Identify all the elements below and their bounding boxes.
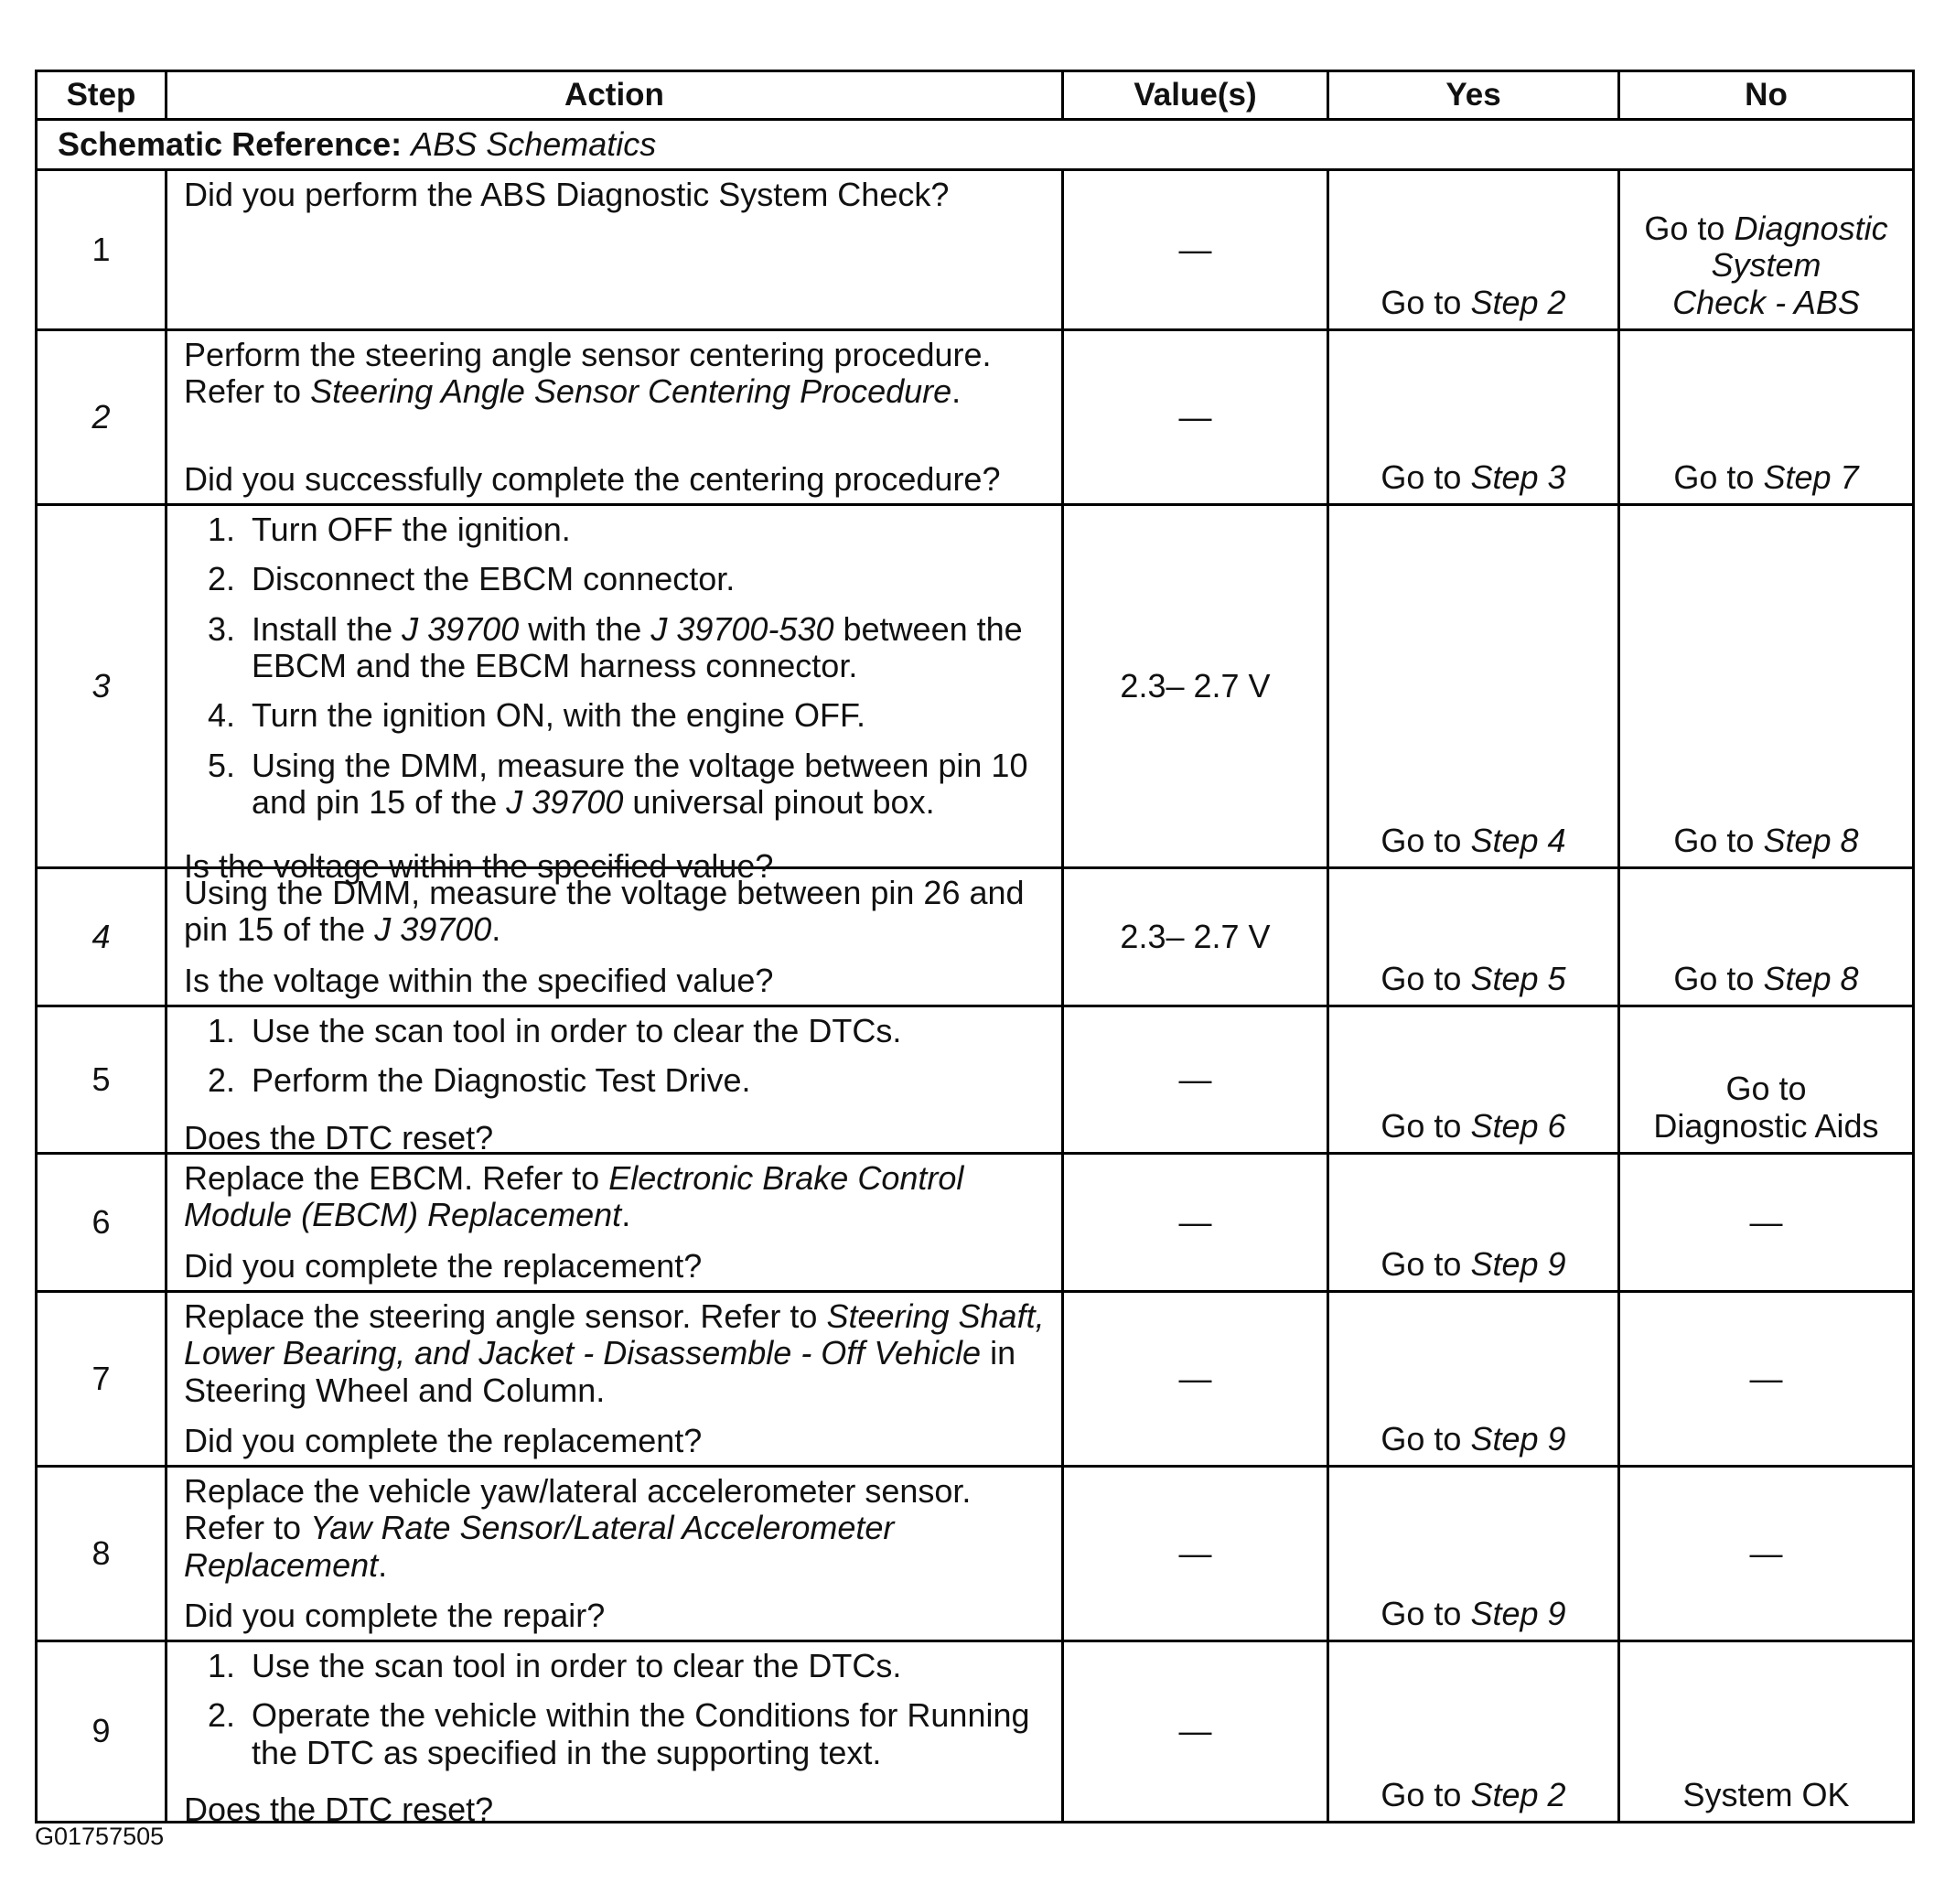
step-number: 4 <box>37 868 167 1006</box>
step-number: 7 <box>37 1292 167 1467</box>
schematic-reference <box>37 120 1914 170</box>
no-link[interactable]: Step 8 <box>1763 821 1859 859</box>
yes-cell: Go to Step 5 <box>1328 868 1619 1006</box>
question-text: Does the DTC reset? <box>184 1118 494 1156</box>
header-values: Value(s) <box>1063 71 1328 120</box>
procedure-list <box>184 511 1052 834</box>
header-yes: Yes <box>1328 71 1619 120</box>
step-number: 8 <box>37 1467 167 1641</box>
no-link[interactable]: Diagnostic Aids <box>1653 1106 1879 1145</box>
action-text: Replace the vehicle yaw/lateral accelerometer sensor. Refer to Yaw Rate Sensor/Lateral Accelerometer Replacement. <box>184 1472 972 1584</box>
table-row <box>37 1292 1914 1467</box>
question-text: Is the voltage within the specified value? <box>184 847 774 886</box>
yes-link[interactable]: Step 3 <box>1470 457 1566 496</box>
yes-cell: Go to Step 9 <box>1328 1292 1619 1467</box>
value-cell: 2.3– 2.7 V <box>1063 505 1328 868</box>
value-cell: — <box>1063 1641 1328 1823</box>
value-cell: — <box>1063 1292 1328 1467</box>
value-cell: — <box>1063 1467 1328 1641</box>
list-item: 2. Disconnect the EBCM connector. <box>208 560 736 598</box>
list-item: 3. Install the J 39700 with the J 39700-530 between the EBCM and the EBCM harness connector. <box>208 609 1023 684</box>
no-cell <box>1619 1006 1914 1154</box>
action-cell <box>167 505 1063 886</box>
value-cell: 2.3– 2.7 V <box>1063 868 1328 1006</box>
no-cell <box>1619 1641 1914 1823</box>
yes-link[interactable]: Step 4 <box>1470 821 1566 859</box>
yes-cell: Go to Step 4 <box>1328 505 1619 868</box>
step-number: 1 <box>37 170 167 330</box>
list-item: 5. Using the DMM, measure the voltage between pin 10 and pin 15 of the J 39700 universal pinout box. <box>208 746 1028 821</box>
yes-cell: Go to Step 2 <box>1328 1641 1619 1823</box>
yes-cell: Go to Step 6 <box>1328 1006 1619 1154</box>
list-item: 4. Turn the ignition ON, with the engine OFF. <box>208 696 865 735</box>
procedure-list <box>184 1013 1052 1113</box>
action-cell <box>167 1467 1063 1641</box>
question-text: Did you successfully complete the centering procedure? <box>184 459 1001 498</box>
no-cell: — <box>1619 1467 1914 1641</box>
table-row <box>37 1154 1914 1292</box>
no-cell: — <box>1619 1154 1914 1292</box>
header-step: Step <box>37 71 167 120</box>
tool-link[interactable]: J 39700 <box>506 782 624 821</box>
yes-link[interactable]: Step 6 <box>1470 1106 1566 1145</box>
action-text: Did you perform the ABS Diagnostic System Check? <box>184 176 950 213</box>
question-text: Did you complete the replacement? <box>184 1246 703 1285</box>
header-no: No <box>1619 71 1914 120</box>
list-item: 1. Turn OFF the ignition. <box>208 511 571 548</box>
table-row <box>37 1467 1914 1641</box>
action-text: Perform the steering angle sensor centering procedure. Refer to Steering Angle Sensor Centering Procedure. <box>184 336 992 411</box>
no-goto-text: Go to <box>1725 1070 1807 1108</box>
question-text: Did you complete the repair? <box>184 1596 606 1634</box>
action-cell <box>167 1292 1063 1467</box>
value-cell: — <box>1063 1006 1328 1154</box>
step-number: 5 <box>37 1006 167 1154</box>
table-row <box>37 1006 1914 1154</box>
header-action: Action <box>167 71 1063 120</box>
tool-link[interactable]: J 39700 <box>374 910 492 949</box>
question-text: Does the DTC reset? <box>184 1790 494 1828</box>
schematic-reference-label: Schematic Reference: <box>58 124 403 163</box>
yes-link[interactable]: Step 9 <box>1470 1419 1566 1458</box>
action-cell <box>167 170 1063 330</box>
action-cell <box>167 330 1063 505</box>
yes-link[interactable]: Step 5 <box>1470 959 1566 997</box>
yes-cell <box>1328 170 1619 330</box>
no-link[interactable]: Step 7 <box>1763 457 1859 496</box>
step-number: 3 <box>37 505 167 868</box>
goto-text: Go to <box>1381 283 1462 321</box>
table-header-row <box>37 71 1914 120</box>
yes-cell: Go to Step 9 <box>1328 1154 1619 1292</box>
table-row <box>37 170 1914 330</box>
list-item: 1. Use the scan tool in order to clear the DTCs. <box>208 1012 902 1049</box>
action-text: Replace the EBCM. Refer to Electronic Brake Control Module (EBCM) Replacement. <box>184 1159 964 1234</box>
schematic-reference-link[interactable]: ABS Schematics <box>411 124 657 163</box>
no-cell: Go to Step 8 <box>1619 868 1914 1006</box>
procedure-list <box>184 1648 1052 1784</box>
action-text: Replace the steering angle sensor. Refer to Steering Shaft, Lower Bearing, and Jacket - Disassemble - Off Vehicle in Steering Wheel and Column. <box>184 1297 1045 1409</box>
table-row <box>37 505 1914 868</box>
list-item: 2. Operate the vehicle within the Conditions for Running the DTC as specified in the supporting text. <box>208 1696 1030 1771</box>
yes-cell: Go to Step 3 <box>1328 330 1619 505</box>
table-row <box>37 1641 1914 1823</box>
yes-link[interactable]: Step 2 <box>1470 1775 1566 1813</box>
no-cell: Go to Step 7 <box>1619 330 1914 505</box>
yes-cell: Go to Step 9 <box>1328 1467 1619 1641</box>
action-cell <box>167 1641 1063 1828</box>
action-link[interactable]: Steering Angle Sensor Centering Procedure <box>310 372 952 411</box>
system-ok-text: System OK <box>1682 1775 1850 1813</box>
no-cell <box>1619 170 1914 330</box>
no-link[interactable]: Step 8 <box>1763 959 1859 997</box>
step-number: 2 <box>37 330 167 505</box>
tool-link[interactable]: J 39700 <box>402 609 520 648</box>
tool-link[interactable]: J 39700-530 <box>650 609 834 648</box>
yes-link[interactable]: Step 2 <box>1470 283 1566 321</box>
value-cell: — <box>1063 330 1328 505</box>
yes-link[interactable]: Step 9 <box>1470 1594 1566 1632</box>
value-cell: — <box>1063 170 1328 330</box>
step-number: 6 <box>37 1154 167 1292</box>
table-row <box>37 868 1914 1006</box>
no-link-line2[interactable]: System <box>1711 246 1821 285</box>
action-cell <box>167 1154 1063 1292</box>
action-text: Using the DMM, measure the voltage between pin 26 and pin 15 of the J 39700. <box>184 874 1025 949</box>
goto-text: Go to <box>1644 210 1725 248</box>
figure-id: G01757505 <box>35 1823 165 1850</box>
action-cell <box>167 1006 1063 1154</box>
action-cell <box>167 868 1063 1006</box>
action-link[interactable]: Steering Shaft, Lower Bearing, and Jacket - Disassemble - Off Vehicle <box>184 1297 1045 1372</box>
no-cell: — <box>1619 1292 1914 1467</box>
schematic-reference-row <box>37 120 1914 170</box>
no-cell: Go to Step 8 <box>1619 505 1914 868</box>
action-link[interactable]: Electronic Brake Control Module (EBCM) Replacement <box>184 1159 964 1234</box>
no-link-line3[interactable]: Check - ABS <box>1672 283 1860 321</box>
question-text: Is the voltage within the specified value? <box>184 961 774 999</box>
no-link-line1[interactable]: Diagnostic <box>1734 210 1888 248</box>
value-cell: — <box>1063 1154 1328 1292</box>
list-item: 2. Perform the Diagnostic Test Drive. <box>208 1061 751 1100</box>
step-number: 9 <box>37 1641 167 1823</box>
diagnostic-table <box>35 70 1915 1828</box>
yes-link[interactable]: Step 9 <box>1470 1244 1566 1283</box>
list-item: 1. Use the scan tool in order to clear the DTCs. <box>208 1647 902 1684</box>
table-row <box>37 330 1914 505</box>
question-text: Did you complete the replacement? <box>184 1421 703 1459</box>
action-link[interactable]: Yaw Rate Sensor/Lateral Accelerometer Replacement <box>184 1509 895 1584</box>
